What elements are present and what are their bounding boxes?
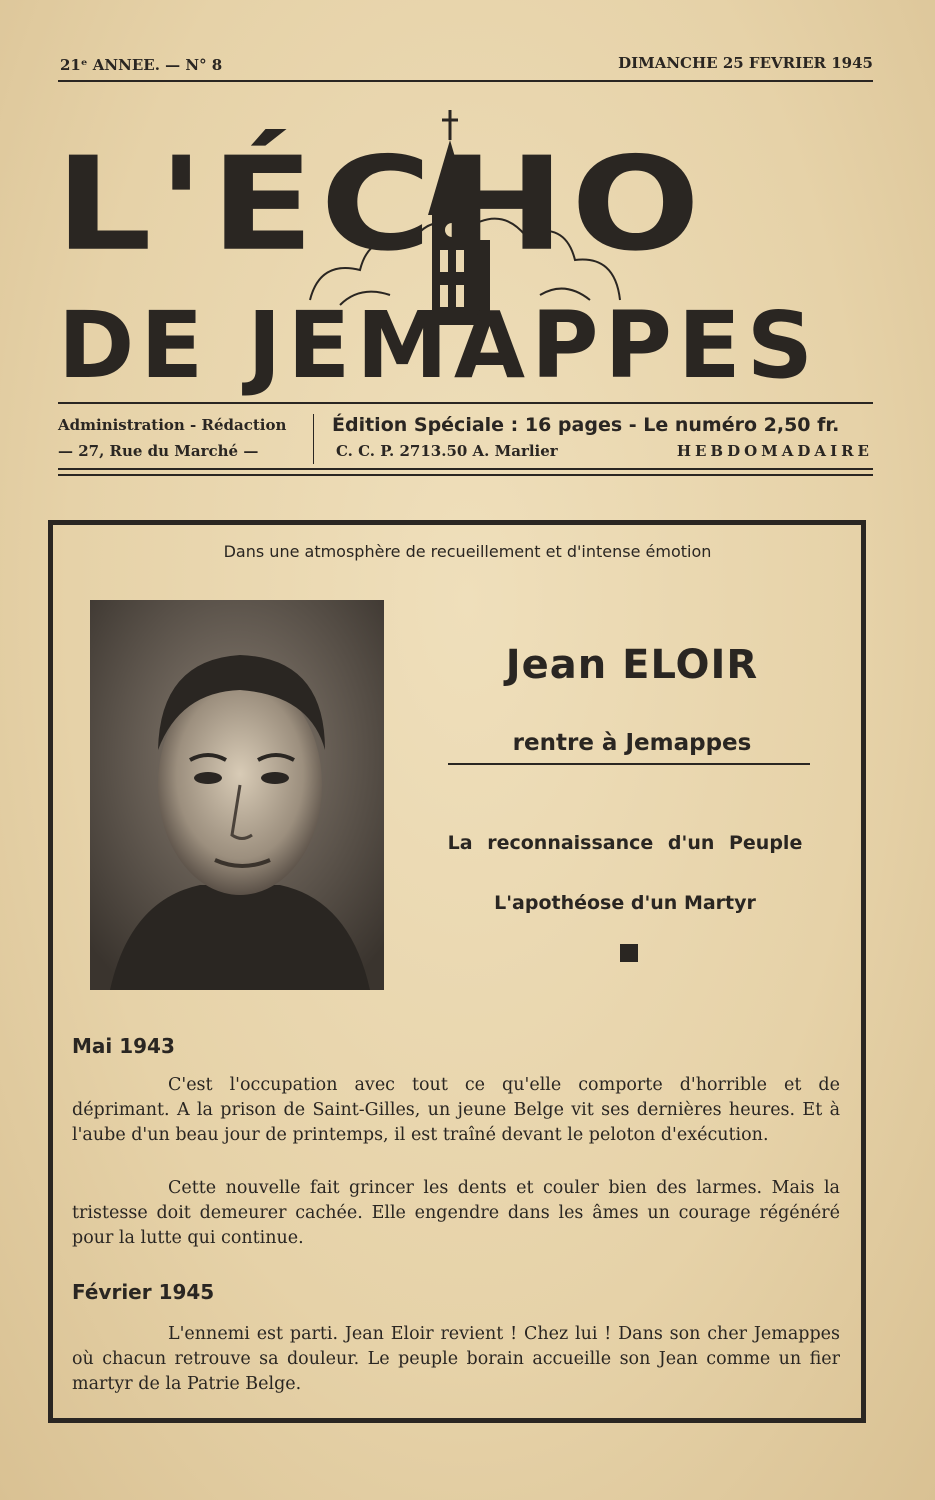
info-bottom-rule-double [58, 474, 873, 476]
article-kicker: Dans une atmosphère de recueillement et d'intense émotion [223, 542, 712, 561]
top-rule [58, 80, 873, 82]
article-paragraph: Cette nouvelle fait grincer les dents et couler bien des larmes. Mais la tristesse doit demeurer cachée. Elle engendre dans les âmes un courage régénéré pour la lutte qui continue. [72, 1178, 840, 1248]
portrait-photo [90, 600, 384, 990]
issue-number: 21ᵉ ANNEE. — N° 8 [60, 56, 223, 74]
masthead-title-jemappes: DE JEMAPPES [58, 292, 820, 399]
info-bottom-rule [58, 468, 873, 470]
headline-name: Jean ELOIR [505, 642, 759, 688]
headline-subtitle: rentre à Jemappes [512, 730, 752, 756]
headline-underline [448, 763, 810, 765]
info-top-rule [58, 402, 873, 404]
ccp-account: C. C. P. 2713.50 A. Marlier [336, 442, 558, 460]
square-bullet-ornament [620, 944, 638, 962]
subheading-recognition: La reconnaissance d'un Peuple [447, 832, 803, 854]
frequency-label: HEBDOMADAIRE [676, 442, 873, 460]
info-divider [313, 414, 314, 464]
article-paragraph: C'est l'occupation avec tout ce qu'elle comporte d'horrible et de déprimant. A la prison de Saint-Gilles, un jeune Belge vit ses dernières heures. Et à l'aube d'un beau jour de printemps, il est traîné devant le peloton d'exécution. [72, 1075, 840, 1145]
subheading-apotheosis: L'apothéose d'un Martyr [494, 892, 756, 914]
issue-date: DIMANCHE 25 FEVRIER 1945 [618, 54, 873, 72]
edition-price: Édition Spéciale : 16 pages - Le numéro 2,50 fr. [332, 414, 840, 436]
section-heading-feb-1945: Février 1945 [72, 1280, 215, 1304]
admin-address: — 27, Rue du Marché — [58, 442, 259, 460]
section-heading-may-1943: Mai 1943 [72, 1034, 175, 1058]
article-paragraph: L'ennemi est parti. Jean Eloir revient ! Chez lui ! Dans son cher Jemappes où chacun retrouve sa douleur. Le peuple borain accueille son Jean comme un fier martyr de la Patrie Belge. [72, 1324, 840, 1394]
admin-label: Administration - Rédaction [58, 416, 287, 434]
masthead-title-echo: L'ÉCHO [55, 128, 707, 280]
